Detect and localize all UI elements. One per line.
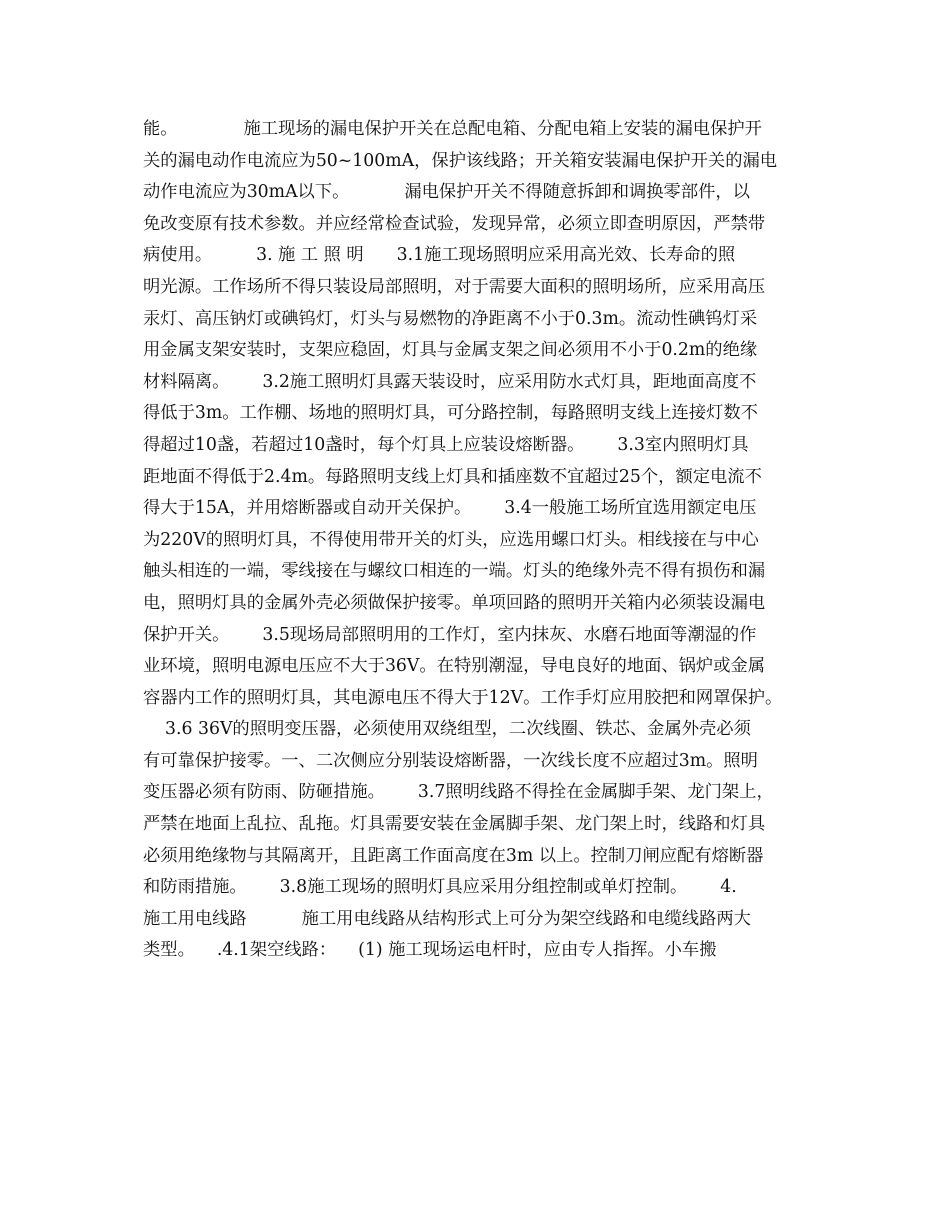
text-line: 关的漏电动作电流应为50~100mA，保护该线路；开关箱安装漏电保护开关的漏电 — [143, 150, 778, 171]
text-line: 施工用电线路 施工用电线路从结构形式上可分为架空线路和电缆线路两大 — [143, 908, 751, 929]
text-line: 必须用绝缘物与其隔离开，且距离工作面高度在3m 以上。控制刀闸应配有熔断器 — [143, 845, 764, 866]
body-text — [143, 114, 823, 967]
text-line: 业环境，照明电源电压应不大于36V。在特别潮湿，导电良好的地面、锅炉或金属 — [143, 656, 766, 677]
text-line: 3.6 36V的照明变压器，必须使用双绕组型，二次线圈、铁芯、金属外壳必须 — [143, 719, 751, 740]
text-line: 得大于15A，并用熔断器或自动开关保护。 3.4一般施工场所宜选用额定电压 — [143, 498, 757, 519]
text-line: 和防雨措施。 3.8施工现场的照明灯具应采用分组控制或单灯控制。 4. — [143, 877, 737, 898]
text-line: 严禁在地面上乱拉、乱拖。灯具需要安装在金属脚手架、龙门架上时，线路和灯具 — [143, 814, 766, 835]
text-line: 变压器必须有防雨、防砸措施。 3.7照明线路不得拴在金属脚手架、龙门架上， — [143, 782, 774, 803]
text-line: 能。 施工现场的漏电保护开关在总配电箱、分配电箱上安装的漏电保护开 — [143, 119, 762, 139]
text-line: 类型。 .4.1架空线路： (1) 施工现场运电杆时，应由专人指挥。小车搬 — [143, 940, 717, 961]
text-line: 明光源。工作场所不得只装设局部照明，对于需要大面积的照明场所，应采用高压 — [143, 276, 766, 297]
text-line: 触头相连的一端，零线接在与螺纹口相连的一端。灯头的绝缘外壳不得有损伤和漏 — [143, 561, 766, 582]
text-line: 用金属支架安装时，支架应稳固，灯具与金属支架之间必须用不小于0.2m的绝缘 — [143, 340, 758, 361]
text-line: 材料隔离。 3.2施工照明灯具露天装设时，应采用防水式灯具，距地面高度不 — [143, 371, 757, 392]
text-line: 免改变原有技术参数。并应经常检查试验，发现异常，必须立即查明原因，严禁带 — [143, 213, 766, 234]
text-line: 得超过10盏，若超过10盏时，每个灯具上应装设熔断器。 3.3室内照明灯具 — [143, 434, 749, 455]
text-line: 得低于3m。工作棚、场地的照明灯具，可分路控制，每路照明支线上连接灯数不 — [143, 403, 758, 424]
text-line: 距地面不得低于2.4m。每路照明支线上灯具和插座数不宜超过25个，额定电流不 — [143, 466, 762, 487]
text-line: 保护开关。 3.5现场局部照明用的工作灯，室内抹灰、水磨石地面等潮湿的作 — [143, 624, 757, 645]
text-line: 有可靠保护接零。一、二次侧应分别装设熔断器，一次线长度不应超过3m。照明 — [143, 750, 758, 771]
text-line: 动作电流应为30mA以下。 漏电保护开关不得随意拆卸和调换零部件，以 — [143, 182, 750, 203]
text-line: 电，照明灯具的金属外壳必须做保护接零。单项回路的照明开关箱内必须装设漏电 — [143, 592, 766, 613]
text-line: 容器内工作的照明灯具，其电源电压不得大于12V。工作手灯应用胶把和网罩保护。 — [143, 687, 783, 708]
text-line: 病使用。 3. 施 工 照 明 3.1施工现场照明应采用高光效、长寿命的照 — [143, 245, 736, 266]
text-line: 为220V的照明灯具，不得使用带开关的灯头，应选用螺口灯头。相线接在与中心 — [143, 529, 759, 550]
text-line: 汞灯、高压钠灯或碘钨灯，灯头与易燃物的净距离不小于0.3m。流动性碘钨灯采 — [143, 308, 758, 329]
